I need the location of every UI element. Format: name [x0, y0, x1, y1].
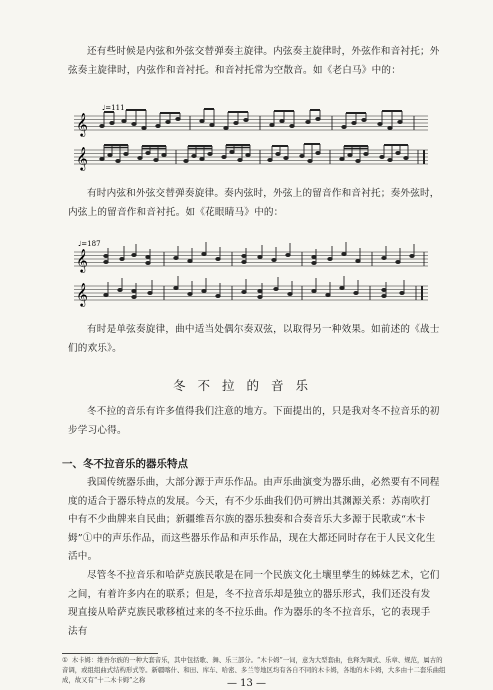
music-score-hua-yan-jing-ma: [72, 238, 432, 310]
footnote-mark: ①: [62, 656, 68, 664]
footnote-text: 木卡姆：维吾尔族的一种大套音乐，其中包括歌、舞、乐三部分。“木卡姆”一词，意为大型套曲，也释为调式、乐章、规范，属古的音调，或组组曲式结构形式等。新疆喀什、和田、库车、哈密、多兰等地区均有各自不同的木卡姆，各地的木卡姆，大多由十二套乐曲组成，故又有“十二木卡姆”之称: [62, 656, 446, 684]
section-title: 冬不拉的音乐: [172, 378, 320, 393]
section-intro: 冬不拉的音乐有许多值得我们注意的地方。下面提出的，只是我对冬不拉音乐的初步学习心得。: [68, 406, 440, 436]
paragraph-single-string: 有时是单弦奏旋律，曲中适当处偶尔奏双弦，以取得另一种效果。如前述的《战士们的欢乐》。: [68, 324, 440, 354]
page-number: — 13 —: [226, 678, 267, 689]
staff-lines-4: [74, 286, 428, 300]
paragraph-instrumental-origins: 我国传统器乐曲，大部分源于声乐作品。由声乐曲演变为器乐曲，必然要有不同程度的适合于器乐特点的发展。今天，有不少乐曲我们仍可辨出其渊源关系：苏南吹打中有不少曲牌来自民曲；新疆维吾尔族的器乐独奏和合奏音乐大多源于民歌或“木卡姆”①中的声乐作品，而这些器乐作品和声乐作品，现在大都还同时存在于人民文化生活中。: [68, 477, 440, 563]
treble-clef-icon-2: 𝄞: [76, 146, 88, 170]
music-score-lao-bai-ma: [72, 104, 432, 172]
treble-clef-icon: 𝄞: [76, 112, 88, 136]
paragraph-alternating-strings: 还有些时候是内弦和外弦交替弹奏主旋律。内弦奏主旋律时，外弦作和音衬托；外弦奏主旋律时，内弦作和音衬托。和音衬托常为空散音。如《老白马》中的：: [68, 46, 440, 76]
footnote-divider: [62, 653, 158, 654]
staff-lines-1: [74, 116, 428, 130]
music-notation-svg-2: [72, 238, 432, 310]
treble-clef-icon-3: 𝄞: [76, 248, 88, 272]
treble-clef-icon-4: 𝄞: [76, 282, 88, 306]
tempo-marking: ♩=111: [102, 104, 125, 112]
paragraph-sister-arts: 尽管冬不拉音乐和哈萨克族民歌是在同一个民族文化土壤里孳生的姊妹艺术，它们之间，有着许多内在的联系；但是，冬不拉音乐却是独立的器乐形式，我们还没有发现直接从哈萨克族民歌移植过来的冬不拉乐曲。作为器乐的冬不拉音乐，它的表现手法有: [68, 570, 440, 637]
staff-lines-3: [74, 252, 428, 266]
tempo-marking-2: ♩=187: [78, 240, 101, 248]
subsection-heading: 一、冬不拉音乐的器乐特点: [62, 458, 188, 470]
music-notation-svg: [72, 104, 432, 172]
paragraph-alternating-melody: 有时内弦和外弦交替弹奏旋律。奏内弦时，外弦上的留音作和音衬托；奏外弦时，内弦上的留音作和音衬托。如《花眼睛马》中的：: [68, 188, 440, 218]
